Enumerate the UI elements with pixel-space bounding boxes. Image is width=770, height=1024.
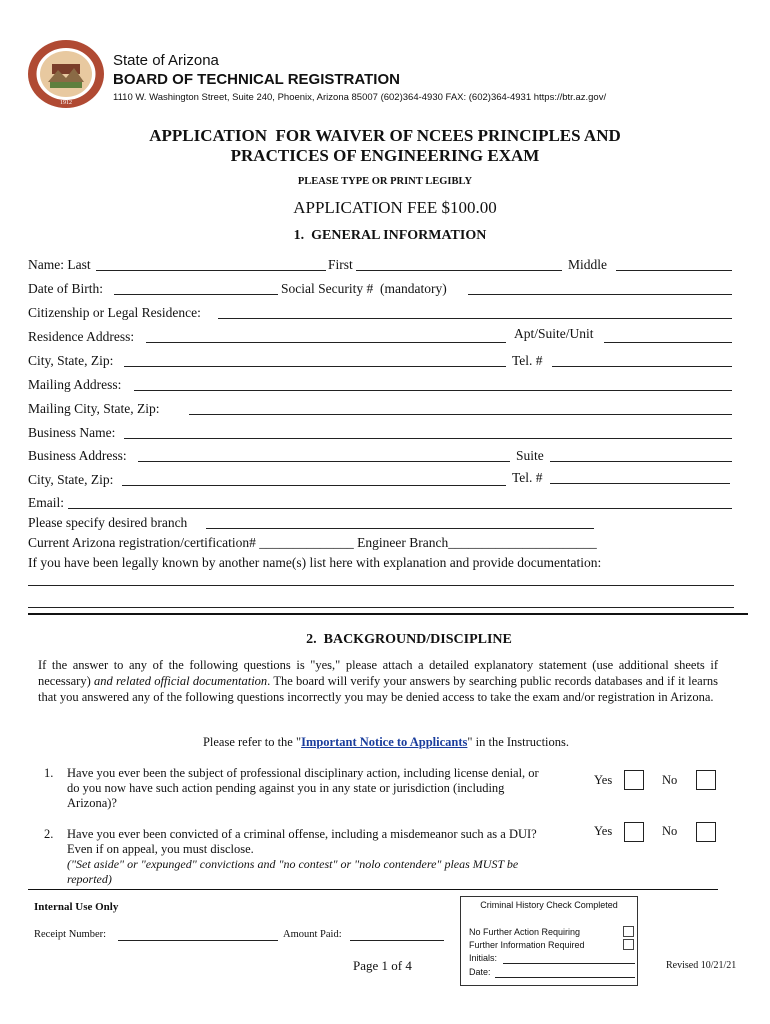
background-instructions [38, 657, 718, 705]
title-line-2: PRACTICES OF ENGINEERING EXAM [230, 146, 540, 165]
q2-number: 2. [44, 827, 54, 841]
q1-yes-label: Yes [594, 773, 613, 787]
no-further-checkbox[interactable] [623, 926, 634, 937]
q1-yes-checkbox[interactable] [624, 770, 644, 790]
input-apt[interactable] [604, 342, 732, 343]
further-label: Further Information Required [469, 940, 585, 950]
page-title [0, 126, 770, 166]
date-input[interactable] [495, 977, 635, 978]
label-business-name: Business Name: [28, 425, 116, 440]
page-number: Page 1 of 4 [353, 958, 412, 973]
input-branch[interactable] [206, 528, 594, 529]
q2-text: Have you ever been convicted of a criminal offense, including a misdemeanor such as a DUI? Even if on appeal, you must disclose. [67, 827, 537, 856]
state-name: State of Arizona [113, 52, 219, 69]
title-line-1: APPLICATION FOR WAIVER OF NCEES PRINCIPLES AND [149, 126, 621, 145]
q1-no-label: No [662, 773, 678, 787]
board-address: 1110 W. Washington Street, Suite 240, Phoenix, Arizona 85007 (602)364-4930 FAX: (602)364-4931 https://btr.az.gov/ [113, 92, 607, 103]
input-first-name[interactable] [356, 270, 562, 271]
label-current-registration: Current Arizona registration/certification# ______________ Engineer Branch______________________ [28, 535, 597, 550]
amount-label: Amount Paid: [283, 929, 342, 940]
label-tel-2: Tel. # [512, 470, 543, 485]
footer-divider [28, 889, 718, 890]
revised-date: Revised 10/21/21 [666, 960, 737, 971]
label-city-2: City, State, Zip: [28, 472, 114, 487]
internal-use-label: Internal Use Only [34, 901, 119, 913]
label-branch: Please specify desired branch [28, 515, 188, 530]
q2-no-label: No [662, 824, 678, 838]
check-title: Criminal History Check Completed [480, 900, 618, 910]
date-label: Date: [469, 967, 491, 977]
label-mailing: Mailing Address: [28, 377, 122, 392]
input-middle-name[interactable] [616, 270, 732, 271]
label-tel-1: Tel. # [512, 353, 543, 368]
label-dob: Date of Birth: [28, 281, 103, 296]
input-city-2[interactable] [122, 485, 506, 486]
input-business-name[interactable] [124, 438, 732, 439]
label-name-last: Name: Last [28, 257, 91, 272]
no-further-label: No Further Action Requiring [469, 927, 581, 937]
arizona-seal-logo [26, 38, 106, 110]
label-citizenship: Citizenship or Legal Residence: [28, 305, 201, 320]
label-first: First [328, 257, 353, 272]
section-divider [28, 613, 748, 615]
label-mailing-city: Mailing City, State, Zip: [28, 401, 160, 416]
label-apt: Apt/Suite/Unit [514, 326, 594, 341]
refer-notice [0, 735, 770, 750]
q2-yes-checkbox[interactable] [624, 822, 644, 842]
input-dob[interactable] [114, 294, 278, 295]
input-other-names-1[interactable] [28, 585, 734, 586]
amount-input[interactable] [350, 940, 444, 941]
board-name: BOARD OF TECHNICAL REGISTRATION [113, 71, 400, 88]
input-tel-1[interactable] [552, 366, 732, 367]
input-suite[interactable] [550, 461, 732, 462]
q2-note: ("Set aside" or "expunged" convictions and "no contest" or "nolo contendere" pleas MUST be reported) [67, 857, 519, 886]
input-city-1[interactable] [124, 366, 506, 367]
label-ssn: Social Security # (mandatory) [281, 281, 447, 296]
input-citizenship[interactable] [218, 318, 732, 319]
input-email[interactable] [68, 508, 732, 509]
instructions-text-a: If the answer to any of the following questions is "yes," please attach a detailed explanatory statement (use additional sheets if necessary) [38, 658, 718, 688]
refer-pre: Please refer to the " [202, 735, 302, 749]
initials-input[interactable] [503, 963, 635, 964]
section-background-heading: 2. BACKGROUND/DISCIPLINE [306, 632, 512, 647]
print-note: PLEASE TYPE OR PRINT LEGIBLY [297, 176, 473, 187]
application-fee: APPLICATION FEE $100.00 [293, 198, 497, 217]
refer-post: " in the Instructions. [467, 735, 570, 749]
initials-label: Initials: [469, 953, 498, 963]
important-notice-link[interactable]: Important Notice to Applicants [301, 735, 468, 749]
instructions-text-c: . The board will verify your answers by searching public records databases and if it learns that you answered any of the following questions incorrectly you may be denied access to take the exam and/or registration in Arizona. [38, 674, 719, 704]
q2-yes-label: Yes [594, 824, 613, 838]
label-residence: Residence Address: [28, 329, 135, 344]
q1-no-checkbox[interactable] [696, 770, 716, 790]
criminal-check-box [460, 896, 638, 986]
input-tel-2[interactable] [550, 483, 730, 484]
label-other-names: If you have been legally known by another name(s) list here with explanation and provide documentation: [28, 555, 602, 570]
label-business-address: Business Address: [28, 448, 127, 463]
input-ssn[interactable] [468, 294, 732, 295]
svg-text:1912: 1912 [60, 100, 72, 106]
further-checkbox[interactable] [623, 939, 634, 950]
input-business-address[interactable] [138, 461, 510, 462]
label-email: Email: [28, 495, 64, 510]
receipt-label: Receipt Number: [34, 929, 107, 940]
q1-number: 1. [44, 766, 54, 780]
input-last-name[interactable] [96, 270, 326, 271]
receipt-input[interactable] [118, 940, 278, 941]
section-general-heading: 1. GENERAL INFORMATION [293, 228, 487, 243]
label-city-1: City, State, Zip: [28, 353, 114, 368]
input-other-names-2[interactable] [28, 607, 734, 608]
input-mailing-city[interactable] [189, 414, 732, 415]
input-mailing-address[interactable] [134, 390, 732, 391]
input-residence-address[interactable] [146, 342, 506, 343]
label-middle: Middle [568, 257, 607, 272]
instructions-text-b: and related official documentation [94, 674, 268, 688]
label-suite: Suite [516, 448, 544, 463]
q1-text: Have you ever been the subject of professional disciplinary action, including license denial, or do you now have such action pending against you in any state or jurisdiction (including Arizona)? [67, 766, 539, 810]
q2-no-checkbox[interactable] [696, 822, 716, 842]
